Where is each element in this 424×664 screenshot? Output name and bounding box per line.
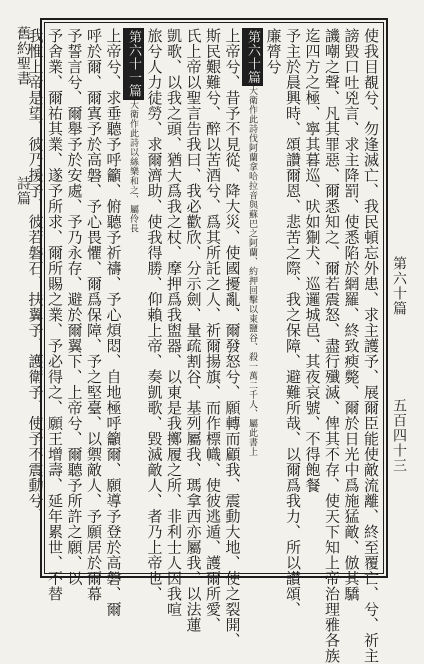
text-column: 予主於晨興時、頌讚爾恩、悲苦之際、我之保障、避難所哉、以爾爲我力、所以讃頌、 [284,28,302,617]
text-column: 呼於爾、爾寘予於高磐、予心畏懼、爾爲保障、予之堅臺、以禦敵人、予願居於爾幕 [85,28,103,602]
text-column: 上帝兮、昔予不見從、降大災、使國擾亂、爾發怒兮、願轉而顧我、震動大地、使之裂開、 [223,28,242,648]
text-column: 斯民艱難兮、醉以苦酒兮、爲其所託之人、祈爾揚旗、而作標幟、使彼逃遁、護爾所愛、 [204,28,222,633]
psalm-heading: 第六十篇 [242,28,264,86]
section-heading-column [123,28,145,568]
page-number: 五百四十三 [391,398,407,473]
section-heading-column [242,28,264,568]
running-title: 舊約聖書 [15,26,31,86]
text-column: 予誓言兮、爾舉予於安處、予乃永存、避於爾翼下、上帝兮、爾聽予所許之願、以 [65,28,84,586]
psalm-superscription: 大衛作此詩以絲樂和之、屬伶長 [128,99,138,233]
text-column: 旅兮人力徒勞、求爾濟助、使我得勝、仰賴上帝、奏凱歌、毀滅敵人、者乃上帝也、 [145,28,164,602]
text-column: 凱歌、以我之頭、猶大爲我之杖、摩押爲我盥器、以東是我擲履之所、非利士人因我喧 [165,28,183,617]
text-column: 謗毀口吐兇言、求主降罰、使悉陷於網羅、終致瘐斃、爾於日光中爲施猛敵、倣其驕 [342,28,361,602]
text-column: 我惟上帝是望、彼乃援予、彼若磐石、扶翼予、護衛予、使予不震動兮、 [26,28,45,524]
body-text [26,28,380,664]
running-section: 詩篇 [15,176,31,206]
psalm-heading: 第六十一篇 [123,28,145,100]
text-column: 上帝兮、求垂聽予呼籲、俯聽予祈禱、予心煩悶、自地極呼籲爾、願導予登於高磐、爾 [104,28,123,617]
running-chapter: 第六十篇 [391,256,407,316]
text-column: 予舍業、爾祐其業、遂予所求、爾所賜之業、予必得之、願王增壽、延年累世、不替 [46,28,64,602]
psalm-superscription: 大衛作此詩伐阿蘭拿哈拉音與蘇巴之阿蘭、約押回擊以東鹽谷、殺一萬二千人、屬此書上 [247,86,257,457]
text-column: 氏上帝以聖言告我曰、我必歡欣、分示劍、量疏割谷、基列屬我、瑪拿西亦屬我、以法蓮 [184,28,203,633]
text-column: 使我目覩兮、勿逢滅亡、我民頓忘外患、求主護予、展爾臣能使敵流離、終至覆亡、兮、祈主 [362,28,380,664]
text-column: 譏嘲之聲、凡其罪惡、爾悉知之、爾若震怒、盡行殲滅、俾其不存、使天下知上帝治理雅各族 [323,28,341,664]
text-column: 廉膂兮 [264,28,283,75]
text-column: 迄四方之極、寧其暮巡、吠如猘犬、巡邏城邑、其夜哀號、不得飽餐 [303,28,322,493]
